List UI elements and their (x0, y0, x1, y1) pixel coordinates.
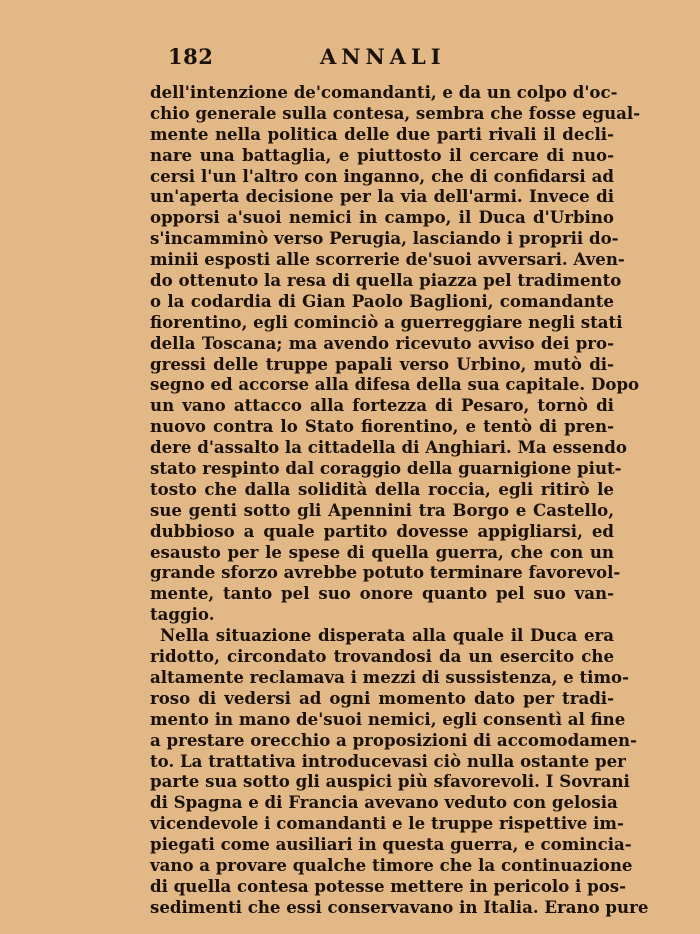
text-line: stato respinto dal coraggio della guarnigione piut- (150, 458, 622, 479)
text-line: sue genti sotto gli Apennini tra Borgo e Castello, (150, 499, 614, 520)
text-line: piegati come ausiliari in questa guerra, e comincia- (150, 834, 632, 855)
text-line: mente, tanto pel suo onore quanto pel suo van- (150, 583, 614, 604)
text-line: un'aperta decisione per la via dell'armi. Invece di (150, 186, 614, 207)
text-line: minii esposti alle scorrerie de'suoi avversari. Aven- (150, 249, 625, 270)
text-line: nuovo contra lo Stato fiorentino, e tentò di pren- (150, 416, 614, 437)
text-line: Nella situazione disperata alla quale il Duca era (160, 625, 614, 646)
text-line: di quella contesa potesse mettere in pericolo i pos- (150, 875, 627, 896)
text-line: chio generale sulla contesa, sembra che fosse egual- (150, 102, 641, 123)
paragraph-2 (150, 625, 649, 917)
text-line: do ottenuto la resa di quella piazza pel tradimento (150, 270, 622, 291)
text-line: to. La trattativa introducevasi ciò nulla ostante per (150, 750, 626, 771)
text-line: opporsi a'suoi nemici in campo, il Duca d'Urbino (150, 207, 614, 228)
text-line: vicendevole i comandanti e le truppe rispettive im- (150, 813, 624, 834)
text-line: fiorentino, egli cominciò a guerreggiare negli stati (150, 311, 623, 332)
text-line: un vano attacco alla fortezza di Pesaro, tornò di (150, 395, 614, 416)
body-text (150, 82, 649, 918)
text-line: dere d'assalto la cittadella di Anghiari. Ma essendo (150, 437, 627, 458)
text-line: dubbioso a quale partito dovesse appigliarsi, ed (150, 520, 614, 541)
text-line: gressi delle truppe papali verso Urbino, mutò di- (150, 353, 614, 374)
text-line: roso di vedersi ad ogni momento dato per tradi- (150, 687, 614, 708)
text-line: vano a provare qualche timore che la continuazione (150, 854, 633, 875)
text-line: altamente reclamava i mezzi di sussistenza, e timo- (150, 666, 629, 687)
text-line: s'incamminò verso Perugia, lasciando i proprii do- (150, 228, 619, 249)
page-number: 182 (168, 44, 214, 69)
text-line: grande sforzo avrebbe potuto terminare favorevol- (150, 562, 621, 583)
text-line: della Toscana; ma avendo ricevuto avviso dei pro- (150, 332, 614, 353)
text-line: mente nella politica delle due parti rivali il decli- (150, 123, 614, 144)
running-title: ANNALI (320, 44, 446, 69)
text-line: dell'intenzione de'comandanti, e da un colpo d'oc- (150, 82, 618, 102)
text-line: esausto per le spese di quella guerra, che con un (150, 541, 614, 562)
text-line: cersi l'un l'altro con inganno, che di confidarsi ad (150, 165, 614, 186)
text-line: sedimenti che essi conservavano in Italia. Erano pure (150, 896, 649, 917)
text-line: nare una battaglia, e piuttosto il cercare di nuo- (150, 144, 614, 165)
text-line: segno ed accorse alla difesa della sua capitale. Dopo (150, 374, 640, 395)
text-line: mento in mano de'suoi nemici, egli consentì al fine (150, 708, 626, 729)
page-header (168, 44, 588, 72)
text-line: taggio. (150, 604, 215, 625)
text-line: o la codardia di Gian Paolo Baglioni, comandante (150, 290, 614, 311)
text-line: di Spagna e di Francia avevano veduto con gelosia (150, 792, 618, 813)
text-line: ridotto, circondato trovandosi da un esercito che (150, 646, 614, 667)
text-line: a prestare orecchio a proposizioni di accomodamen- (150, 729, 638, 750)
paragraph-1 (150, 82, 641, 625)
text-line: parte sua sotto gli auspici più sfavorevoli. I Sovrani (150, 771, 630, 792)
text-line: tosto che dalla solidità della roccia, egli ritirò le (150, 478, 614, 499)
